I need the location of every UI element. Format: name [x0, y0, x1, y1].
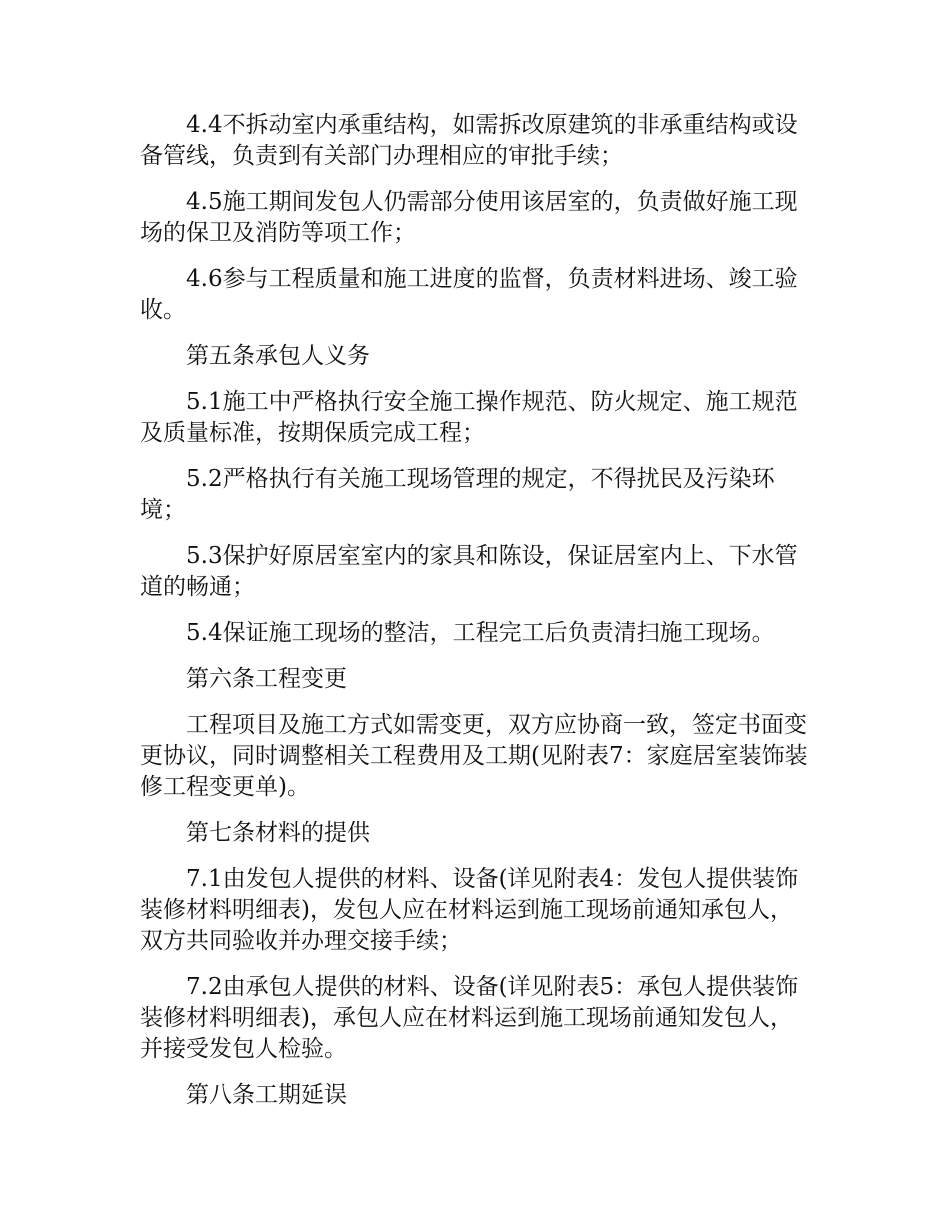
clause-7-1: 7.1由发包人提供的材料、设备(详见附表4：发包人提供装饰装修材料明细表)，发包人应在材料运到施工现场前通知承包人，双方共同验收并办理交接手续；	[140, 866, 799, 954]
article-6-body: 工程项目及施工方式如需变更，双方应协商一致，签定书面变更协议，同时调整相关工程费用及工期(见附表7：家庭居室装饰装修工程变更单)。	[140, 712, 808, 800]
clause-5-2: 5.2严格执行有关施工现场管理的规定，不得扰民及污染环境；	[140, 466, 775, 523]
document-body	[140, 110, 812, 1126]
clause-5-1: 5.1施工中严格执行安全施工操作规范、防火规定、施工规范及质量标准，按期保质完成工程；	[140, 389, 798, 446]
article-5-heading: 第五条承包人义务	[186, 343, 370, 369]
article-6-heading: 第六条工程变更	[186, 666, 347, 692]
clause-4-6: 4.6参与工程质量和施工进度的监督，负责材料进场、竣工验收。	[140, 266, 798, 323]
clause-4-5: 4.5施工期间发包人仍需部分使用该居室的，负责做好施工现场的保卫及消防等项工作；	[140, 189, 798, 246]
clause-4-4: 4.4不拆动室内承重结构，如需拆改原建筑的非承重结构或设备管线，负责到有关部门办理相应的审批手续；	[140, 112, 798, 169]
article-7-heading: 第七条材料的提供	[186, 820, 370, 846]
clause-7-2: 7.2由承包人提供的材料、设备(详见附表5：承包人提供装饰装修材料明细表)，承包人应在材料运到施工现场前通知发包人，并接受发包人检验。	[140, 974, 799, 1062]
clause-5-3: 5.3保护好原居室室内的家具和陈设，保证居室内上、下水管道的畅通；	[140, 543, 798, 600]
clause-5-4: 5.4保证施工现场的整洁，工程完工后负责清扫施工现场。	[186, 620, 775, 646]
article-8-heading: 第八条工期延误	[186, 1082, 347, 1108]
